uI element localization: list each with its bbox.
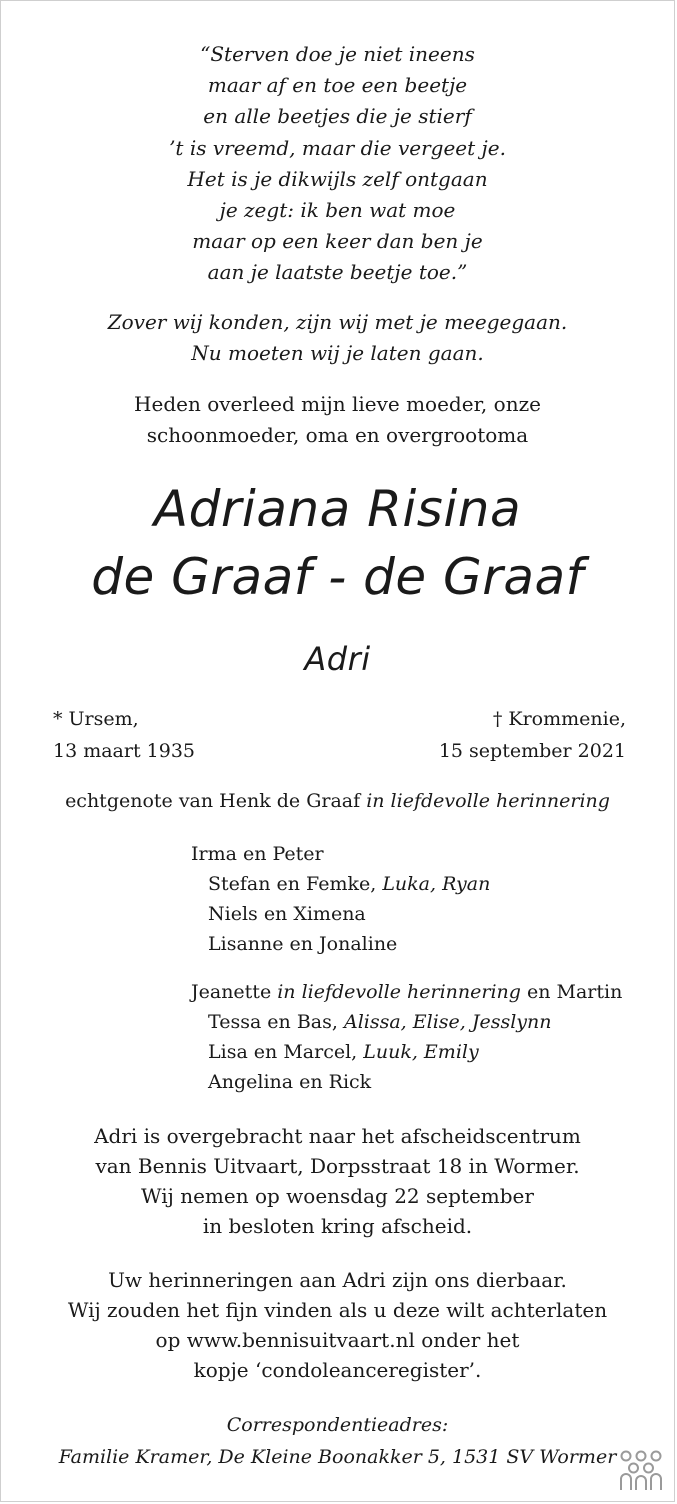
deceased-first-names: Adriana Risina [153, 480, 522, 538]
correspondence-address [1, 1409, 674, 1473]
death-info [439, 703, 626, 767]
family-child [191, 1007, 622, 1037]
parent-name: Jeanette [191, 981, 272, 1003]
correspondence-address-line: Familie Kramer, De Kleine Boonakker 5, 1531 SV Wormer [58, 1446, 617, 1468]
parent-remark: in liefdevolle herinnering [277, 981, 521, 1003]
poem-line: “Sterven doe je niet ineens [200, 42, 475, 66]
deceased-surname: de Graaf - de Graaf [91, 548, 584, 606]
transfer-line: Wij nemen op woensdag 22 september [141, 1184, 534, 1208]
poem [1, 39, 674, 289]
grandchildren-names: Luuk, Emily [363, 1041, 479, 1063]
memories-line: kopje ‘condoleanceregister’. [193, 1358, 482, 1382]
poem-line: aan je laatste beetje toe.” [207, 260, 468, 285]
memories-line: Uw herinneringen aan Adri zijn ons dierbaar. [108, 1268, 567, 1292]
transfer-line: in besloten kring afscheid. [202, 1214, 473, 1238]
family-group-2 [191, 977, 622, 1097]
child-names: Angelina en Rick [208, 1071, 372, 1093]
transfer-info [1, 1121, 674, 1241]
intro-line-1: Heden overleed mijn lieve moeder, onze [134, 392, 541, 416]
poem-line: maar op een keer dan ben je [192, 229, 483, 254]
poem-line: ’t is vreemd, maar die vergeet je. [169, 135, 506, 160]
intro-line-2: schoonmoeder, oma en overgrootoma [146, 423, 529, 447]
family-child [191, 1037, 622, 1067]
poem-line: Het is je dikwijls zelf ontgaan [187, 166, 488, 191]
spouse-line [1, 787, 674, 815]
child-names: Stefan en Femke, [208, 873, 377, 895]
grandchildren-names: Alissa, Elise, Jesslynn [343, 1011, 552, 1033]
memories-line: op www.bennisuitvaart.nl onder het [155, 1328, 520, 1352]
family-child [191, 869, 490, 899]
poem-line: en alle beetjes die je stierf [203, 104, 472, 129]
family-child [191, 1067, 622, 1097]
grandchildren-names: Luka, Ryan [382, 873, 491, 895]
birth-place: * Ursem, [53, 708, 139, 730]
memories-line: Wij zouden het fijn vinden als u deze wilt achterlaten [67, 1298, 608, 1322]
partner-name: en Martin [527, 981, 623, 1003]
intro-text [1, 389, 674, 451]
deceased-nickname: Adri [304, 640, 371, 678]
family-parents [191, 977, 622, 1007]
farewell-text [1, 307, 674, 369]
farewell-line-2: Nu moeten wij je laten gaan. [191, 341, 484, 365]
transfer-line: Adri is overgebracht naar het afscheidscentrum [94, 1124, 581, 1148]
farewell-line-1: Zover wij konden, zijn wij met je meegegaan. [107, 310, 568, 334]
family-child [191, 899, 490, 929]
birth-info [53, 703, 195, 767]
spouse-remark: in liefdevolle herinnering [366, 790, 610, 812]
memories-info [1, 1265, 674, 1385]
child-names: Niels en Ximena [208, 903, 366, 925]
family-parents: Irma en Peter [191, 843, 324, 865]
correspondence-label: Correspondentieadres: [226, 1414, 449, 1436]
family-people-icon [618, 1449, 664, 1491]
birth-date: 13 maart 1935 [53, 740, 195, 762]
spouse-text: echtgenote van Henk de Graaf [65, 790, 361, 812]
poem-line: je zegt: ik ben wat moe [219, 198, 456, 223]
transfer-line: van Bennis Uitvaart, Dorpsstraat 18 in Wormer. [95, 1154, 580, 1178]
poem-line: maar af en toe een beetje [207, 73, 468, 98]
death-date: 15 september 2021 [438, 740, 626, 762]
family-child [191, 929, 490, 959]
child-names: Lisa en Marcel, [208, 1041, 358, 1063]
child-names: Tessa en Bas, [208, 1011, 338, 1033]
family-group-1 [191, 839, 490, 959]
child-names: Lisanne en Jonaline [208, 933, 398, 955]
death-place: † Krommenie, [492, 708, 626, 730]
